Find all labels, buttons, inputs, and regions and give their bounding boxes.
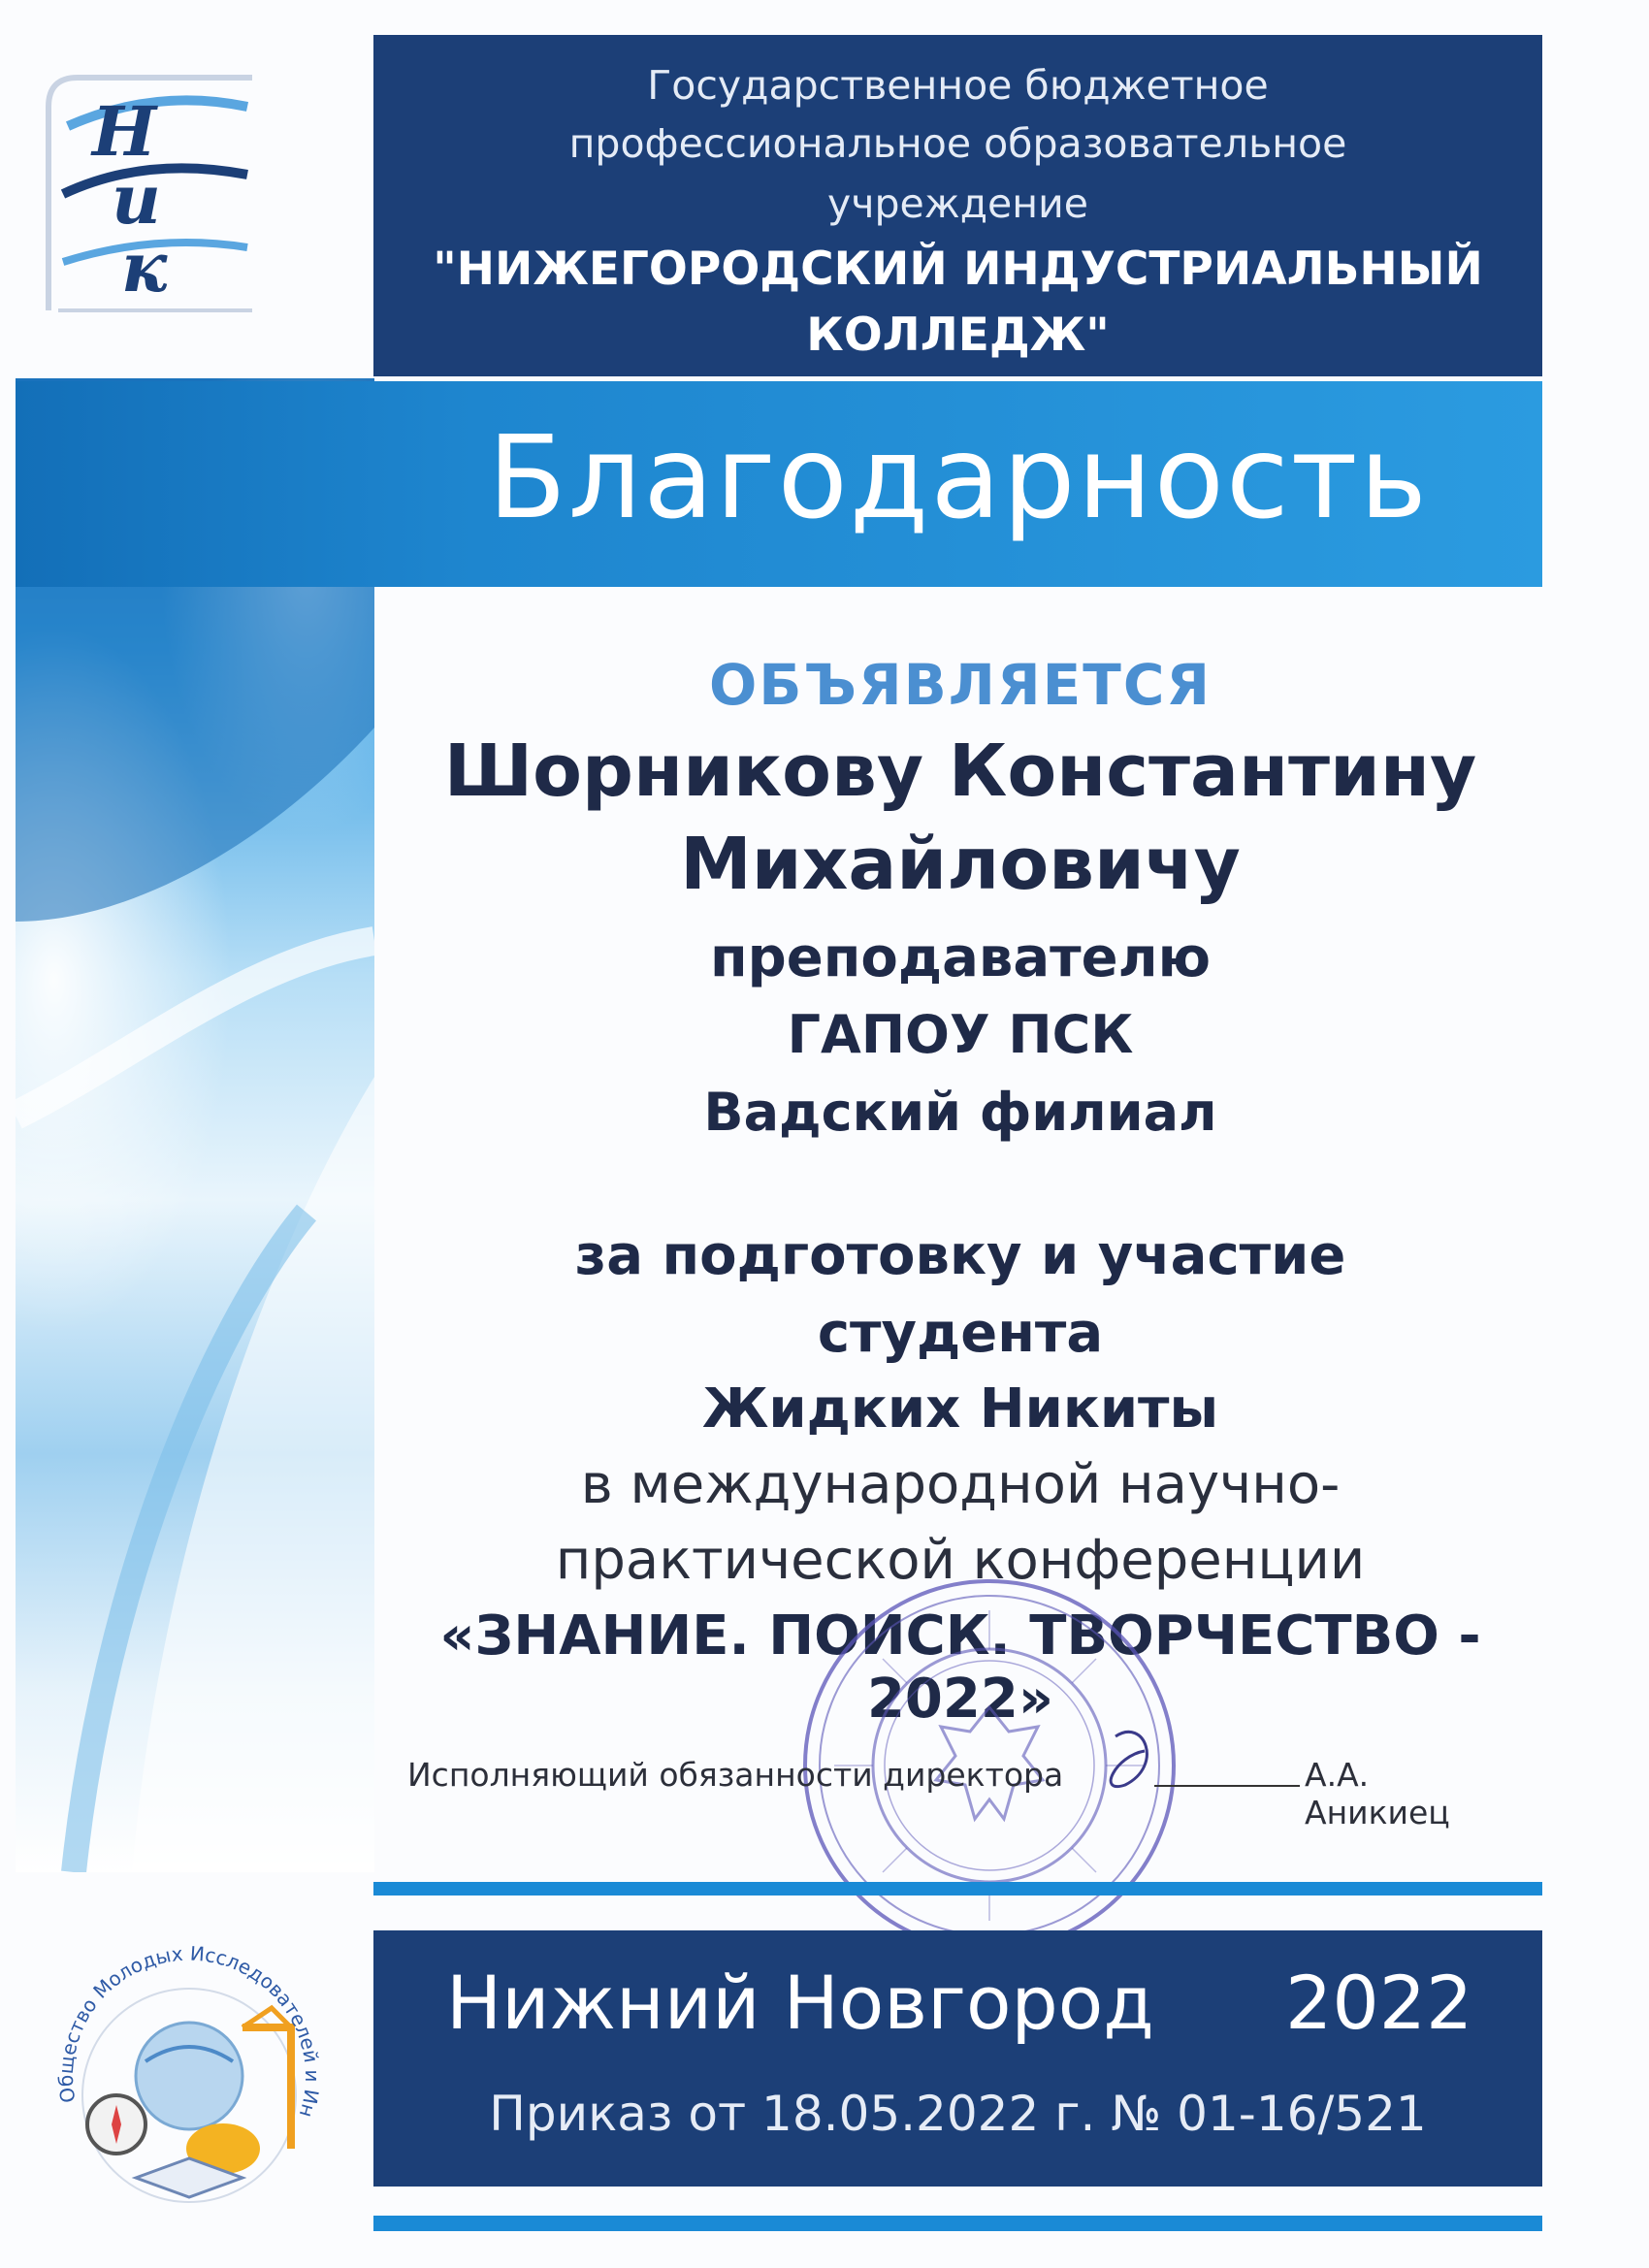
conference-name: «ЗНАНИЕ. ПОИСК. ТВОРЧЕСТВО - 2022» (439, 1604, 1481, 1731)
student-name: Жидких Никиты (701, 1377, 1219, 1441)
header-college-name-1: "НИЖЕГОРОДСКИЙ ИНДУСТРИАЛЬНЫЙ (433, 243, 1483, 296)
reason-line-1: за подготовку и участие (574, 1224, 1346, 1287)
recipient-name-line-1: Шорникову Константину (443, 729, 1477, 813)
svg-text:к: к (121, 227, 168, 308)
header-line-2: профессиональное образовательное (568, 120, 1347, 167)
recipient-branch: Вадский филиал (703, 1082, 1217, 1143)
announce-label: ОБЪЯВЛЯЕТСЯ (708, 652, 1212, 718)
footer-panel (373, 1930, 1542, 2187)
divider-stripe-bottom (373, 2216, 1542, 2231)
certificate-title: Благодарность (487, 410, 1430, 544)
title-band (16, 381, 1542, 587)
svg-text:и: и (112, 159, 161, 240)
society-logo-icon (19, 1916, 349, 2236)
recipient-position: преподавателю (709, 926, 1212, 989)
reason-line-2: студента (817, 1302, 1104, 1365)
header-line-1: Государственное бюджетное (647, 62, 1269, 109)
signature-name: А.А. Аникиец (1305, 1756, 1450, 1831)
divider-stripe-top (373, 1882, 1542, 1895)
footer-city: Нижний Новгород (446, 1960, 1154, 2046)
society-logo-text: Общество Молодых Исследователей и Ин (53, 1941, 325, 2121)
header-college-name-2: КОЛЛЕДЖ" (806, 308, 1110, 362)
conference-line-1: в международной научно- (580, 1453, 1341, 1516)
header-panel (373, 35, 1542, 376)
recipient-name-line-2: Михайловичу (680, 823, 1241, 906)
header-line-3: учреждение (827, 180, 1088, 227)
decorative-side-panel (16, 378, 374, 1872)
signature-line (1154, 1785, 1300, 1787)
signature-title: Исполняющий обязанности директора (407, 1756, 1064, 1794)
recipient-organization: ГАПОУ ПСК (787, 1004, 1134, 1065)
footer-order-number: Приказ от 18.05.2022 г. № 01-16/521 (489, 2086, 1427, 2142)
svg-text:Н: Н (92, 91, 157, 172)
college-logo-icon (39, 68, 262, 320)
conference-line-2: практической конференции (555, 1529, 1366, 1592)
signature-row (407, 1746, 1513, 1831)
footer-year: 2022 (1285, 1960, 1473, 2046)
